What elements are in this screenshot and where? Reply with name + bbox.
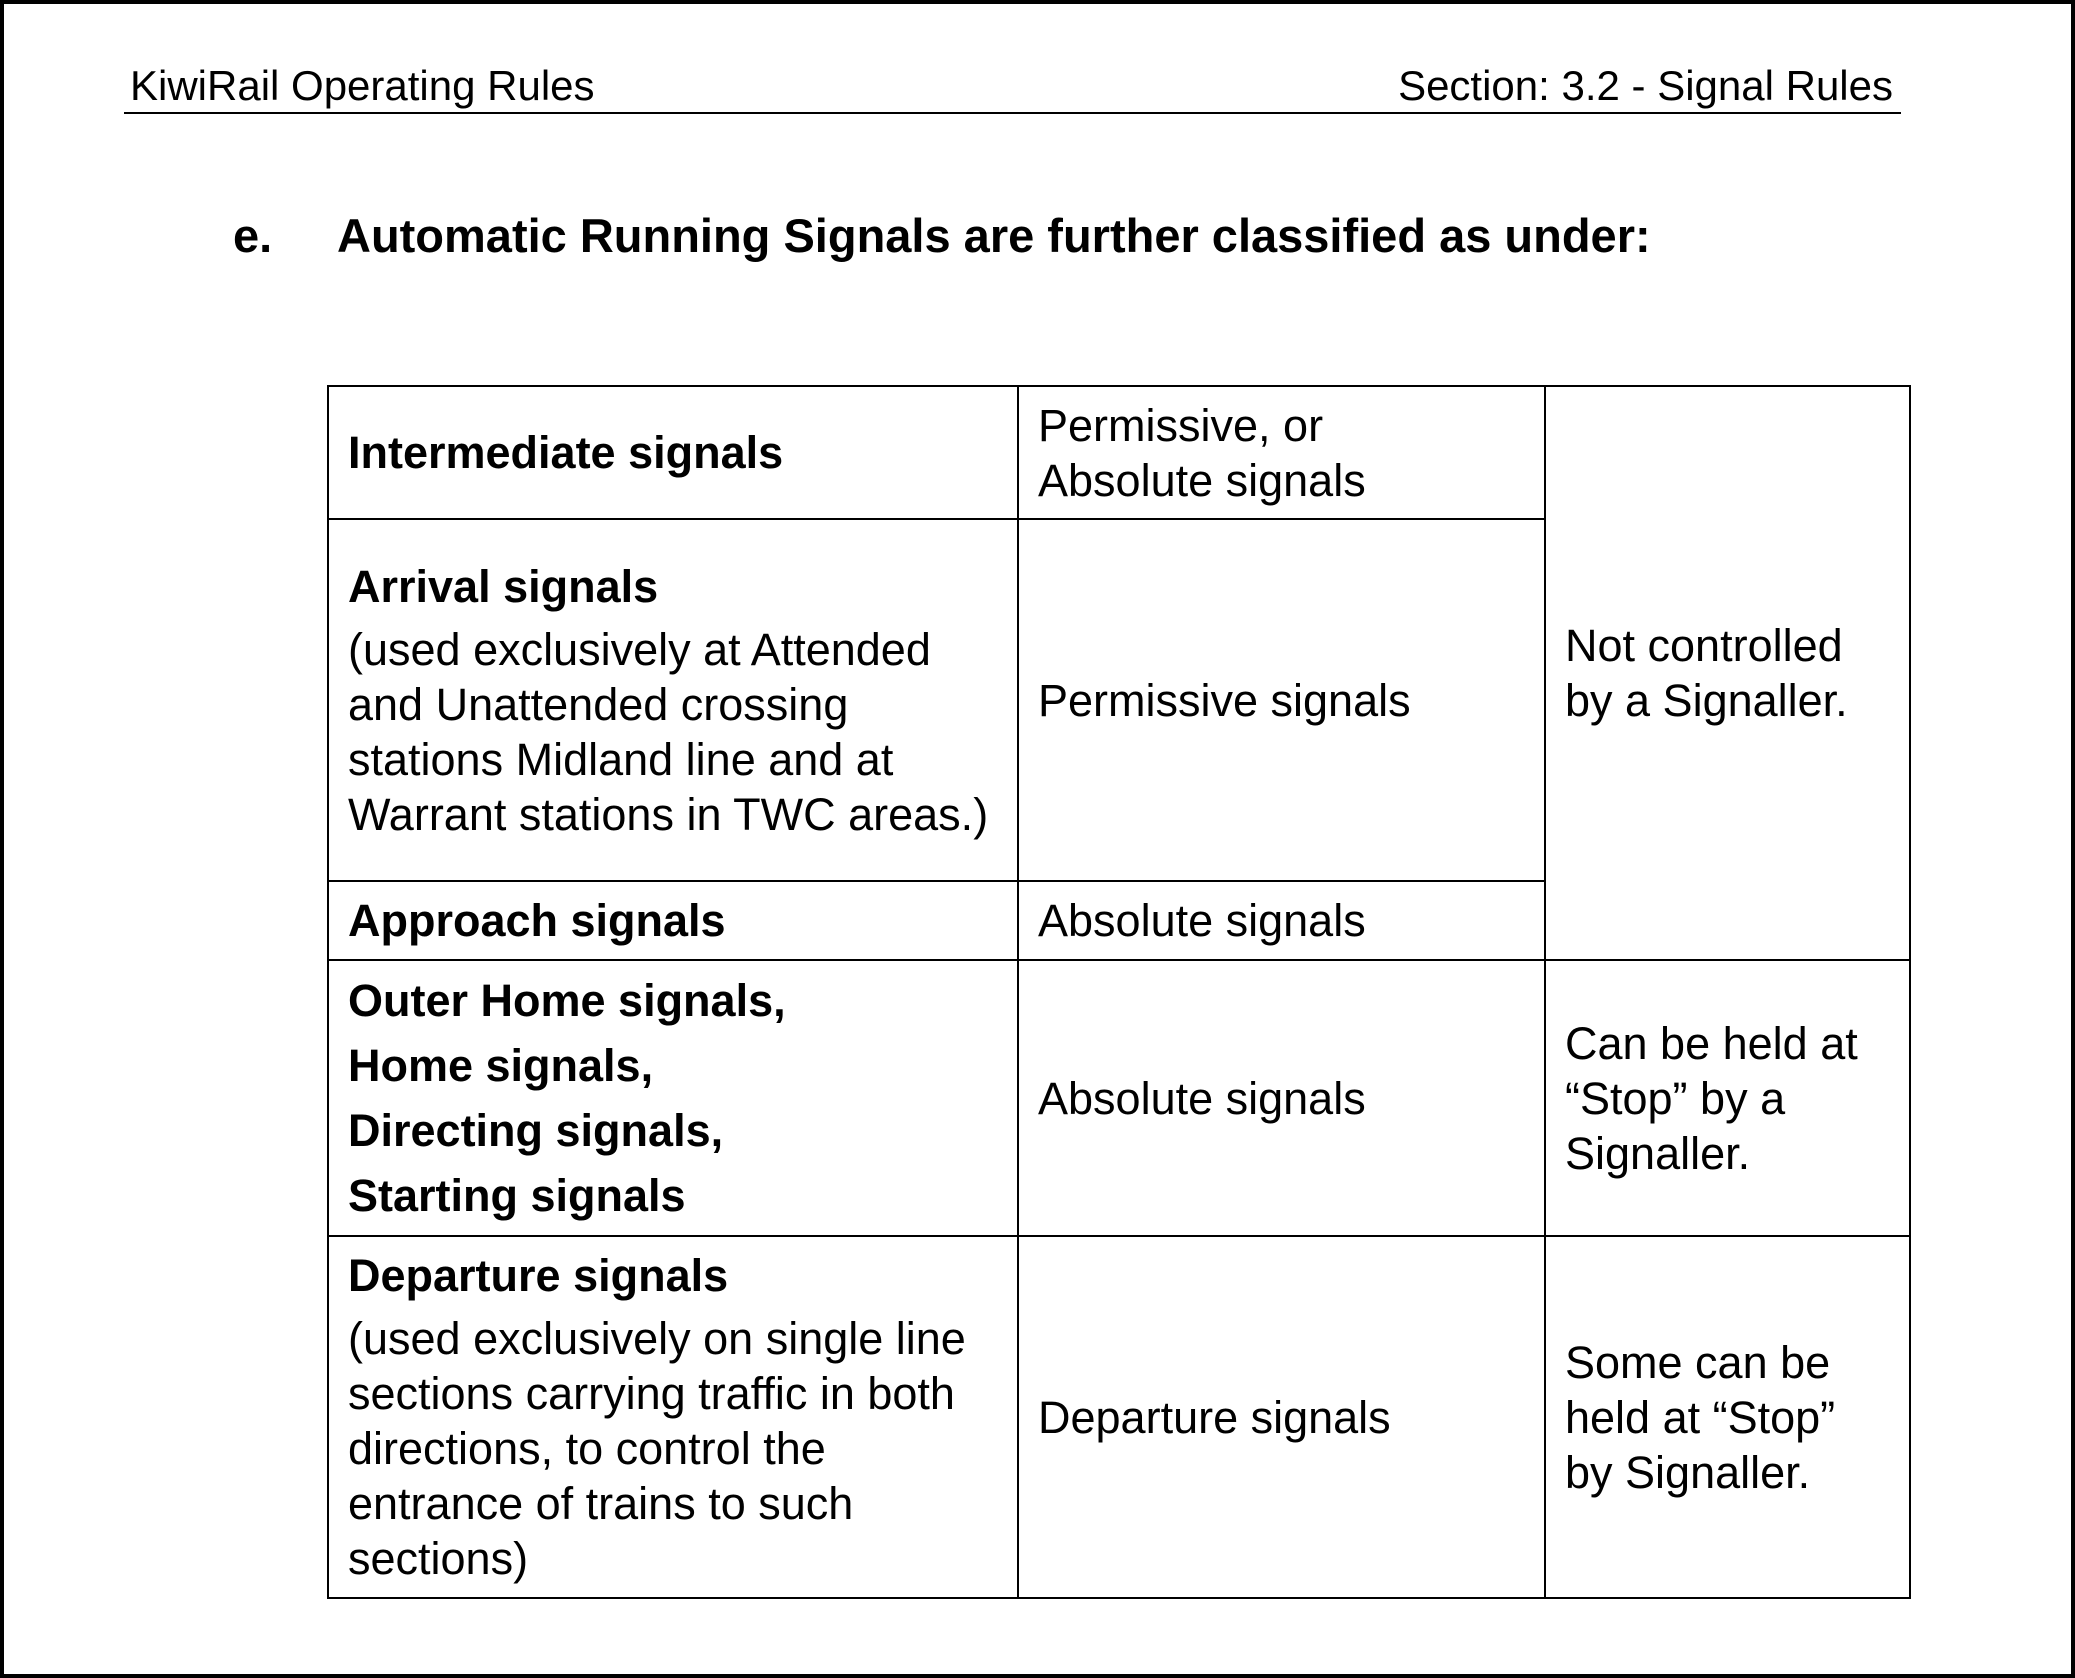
- signal-name: Directing signals,: [348, 1105, 724, 1156]
- signal-name: Arrival signals: [348, 560, 659, 612]
- signal-name-cell: [328, 881, 1018, 960]
- document-title: KiwiRail Operating Rules: [130, 62, 595, 109]
- signal-name: Outer Home signals,: [348, 975, 786, 1026]
- table-row: [328, 386, 1910, 519]
- item-letter: e.: [233, 209, 273, 262]
- signal-type-cell: [1018, 519, 1545, 881]
- signal-classification-table: [327, 385, 1911, 1599]
- table-row: [328, 1236, 1910, 1598]
- control-cell: [1545, 386, 1910, 960]
- signal-name-cell: [328, 519, 1018, 881]
- signal-type-cell: [1018, 881, 1545, 960]
- item-heading-text: Automatic Running Signals are further classified as under:: [337, 209, 1651, 262]
- signal-type: Absolute signals: [1038, 895, 1366, 946]
- control-text: Some can be held at “Stop” by Signaller.: [1565, 1336, 1836, 1498]
- table-row: [328, 960, 1910, 1236]
- control-text: Can be held at “Stop” by a Signaller.: [1565, 1017, 1858, 1179]
- item-heading: [233, 206, 1651, 266]
- signal-name-cell: [328, 386, 1018, 519]
- control-cell: [1545, 960, 1910, 1236]
- signal-name-cell: [328, 960, 1018, 1236]
- signal-name-cell: [328, 1236, 1018, 1598]
- signal-type: Absolute signals: [1038, 1072, 1366, 1124]
- signal-name: Starting signals: [348, 1170, 686, 1221]
- signal-name: Departure signals: [348, 1250, 729, 1301]
- signal-type-cell: [1018, 1236, 1545, 1598]
- running-header: [124, 60, 1901, 114]
- control-text: Not controlled by a Signaller.: [1565, 620, 1848, 726]
- signal-note: (used exclusively on single line sections carrying traffic in both directions, to control the entrance of trains to such sections): [348, 1313, 966, 1584]
- section-title: Section: 3.2 - Signal Rules: [1398, 62, 1893, 109]
- signal-type: Departure signals: [1038, 1391, 1391, 1443]
- signal-name: Intermediate signals: [348, 427, 784, 478]
- signal-type-line: Permissive, or: [1038, 399, 1324, 451]
- signal-name: Approach signals: [348, 895, 726, 946]
- signal-type-line: Absolute signals: [1038, 454, 1366, 506]
- signal-type: Permissive signals: [1038, 674, 1411, 726]
- signal-note: (used exclusively at Attended and Unattended crossing stations Midland line and at Warrant stations in TWC areas.): [348, 623, 989, 840]
- control-cell: [1545, 1236, 1910, 1598]
- signal-type-cell: [1018, 960, 1545, 1236]
- signal-name: Home signals,: [348, 1040, 654, 1091]
- signal-type-cell: [1018, 386, 1545, 519]
